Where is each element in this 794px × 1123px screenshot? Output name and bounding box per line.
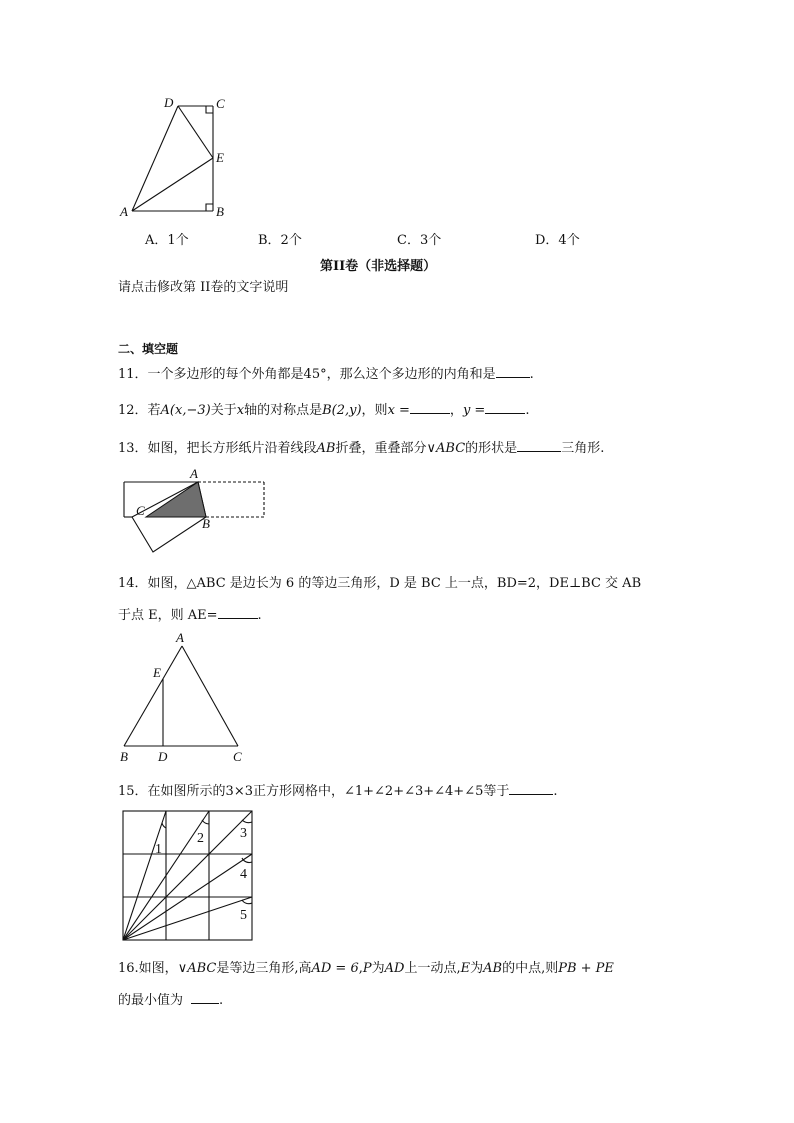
edge-de [178, 106, 213, 158]
angle-label-1: 1 [155, 842, 162, 857]
ray-1 [123, 811, 166, 940]
q13-mid: 折叠，重叠部分 [335, 441, 427, 456]
section-heading: 二、填空题 [118, 342, 179, 356]
q12-blank-x[interactable] [410, 401, 450, 414]
q14-blank[interactable] [218, 606, 258, 619]
q13-line [118, 437, 604, 456]
edge-ad [132, 106, 178, 211]
q16-text-f: 为 [470, 961, 484, 976]
q11-text: 11．一个多边形的每个外角都是45°，那么这个多边形的内角和是 [118, 367, 496, 382]
q13-end: 三角形. [561, 441, 605, 456]
q10-option-c[interactable]: C．3个 [397, 233, 442, 248]
q14-label-c: C [233, 749, 242, 764]
q13-tri: ∨ABC [426, 441, 466, 456]
q10-figure [118, 94, 248, 220]
q13-figure [118, 468, 270, 556]
q13-seg: AB [316, 441, 336, 456]
q12-end: . [525, 403, 530, 418]
edge-ac [182, 646, 238, 746]
q16-e: E [460, 961, 471, 976]
label-e: E [216, 150, 224, 165]
q14-label-e: E [153, 665, 161, 680]
q10-option-d[interactable]: D．4个 [535, 233, 580, 248]
angle-label-4: 4 [240, 867, 247, 882]
overlap-triangle [146, 482, 206, 517]
q12-blank-y[interactable] [485, 401, 525, 414]
angle-label-3: 3 [240, 826, 247, 841]
q16-ab: AB [483, 961, 503, 976]
q12-axis-var: x [236, 403, 245, 418]
angle-label-5: 5 [240, 908, 247, 923]
ray-5 [123, 897, 252, 940]
q16-text-d: 为 [371, 961, 385, 976]
q16-blank[interactable] [191, 991, 219, 1004]
q10-option-a[interactable]: A．1个 [145, 233, 189, 248]
q12-line [118, 399, 529, 418]
q15-line [118, 780, 558, 799]
q11-line [118, 363, 534, 382]
q16-p: P [362, 961, 372, 976]
q13-shape-text: 的形状是 [465, 441, 518, 456]
q12-axis-text: 轴的对称点是 [244, 403, 323, 418]
q12-y-eq: y = [462, 403, 486, 418]
q16-text-b: 是等边三角形,高 [216, 961, 312, 976]
part2-title: 第II卷（非选择题） [320, 259, 437, 274]
arc-3 [242, 820, 252, 823]
q13-label-c: C [136, 503, 145, 518]
q14-label-d: D [158, 749, 168, 764]
q12-prefix: 12．若 [118, 403, 161, 418]
q16-line2 [118, 989, 223, 1008]
q14-line2 [118, 604, 262, 623]
angle-label-2: 2 [197, 831, 204, 846]
label-c: C [216, 96, 225, 111]
q14-label-a: A [176, 630, 184, 645]
q14-label-b: B [120, 749, 128, 764]
arc-2 [202, 820, 209, 824]
q12-then: ，则 [361, 403, 388, 418]
q16-ad: AD [384, 961, 405, 976]
q16-text-e: 上一动点, [404, 961, 461, 976]
q10-option-b[interactable]: B．2个 [258, 233, 302, 248]
q15-end: . [553, 784, 558, 799]
arc-4 [242, 858, 252, 863]
label-a: A [120, 204, 128, 219]
part2-note[interactable]: 请点击修改第 II卷的文字说明 [118, 280, 289, 295]
right-angle-b [206, 204, 213, 211]
q16-text-g: 的中点,则 [502, 961, 559, 976]
q15-figure [118, 806, 258, 946]
q16-line2-text: 的最小值为 [118, 993, 184, 1008]
q16-end: . [219, 993, 224, 1008]
q12-about: 关于 [210, 403, 237, 418]
q12-point-b: B(2,y) [322, 403, 362, 418]
q16-text-c: , [358, 961, 363, 976]
q16-ad-eq: AD = 6 [311, 961, 359, 976]
q15-text: 15．在如图所示的3×3正方形网格中，∠1+∠2+∠3+∠4+∠5等于 [118, 784, 510, 799]
q13-prefix: 13．如图，把长方形纸片沿着线段 [118, 441, 317, 456]
q12-x-eq: x = [387, 403, 410, 418]
q16-expr: PB + PE [558, 961, 614, 976]
label-b: B [216, 204, 224, 219]
q11-end: . [529, 367, 534, 382]
q16-tri: ∨ABC [177, 961, 217, 976]
right-angle-c [206, 106, 213, 113]
q12-sep: ， [449, 403, 463, 418]
q14-figure [116, 628, 250, 766]
q14-line2-text: 于点 E，则 AE= [118, 608, 218, 623]
q14-end: . [257, 608, 262, 623]
q13-label-a: A [190, 468, 198, 481]
q16-line1 [118, 957, 614, 976]
q16-text-a: 16.如图， [118, 961, 178, 976]
q14-line1: 14．如图，△ABC 是边长为 6 的等边三角形，D 是 BC 上一点，BD=2，DE⊥BC 交 AB [118, 576, 642, 591]
arc-1 [162, 823, 166, 828]
q15-blank[interactable] [509, 782, 553, 795]
label-d: D [164, 95, 174, 110]
q13-blank[interactable] [517, 439, 561, 452]
edge-ba [124, 646, 182, 746]
ray-3 [123, 811, 252, 940]
q11-blank[interactable] [496, 365, 530, 378]
q13-label-b: B [202, 516, 210, 531]
q12-point-a: A(x,−3) [160, 403, 211, 418]
arc-5 [242, 900, 252, 904]
